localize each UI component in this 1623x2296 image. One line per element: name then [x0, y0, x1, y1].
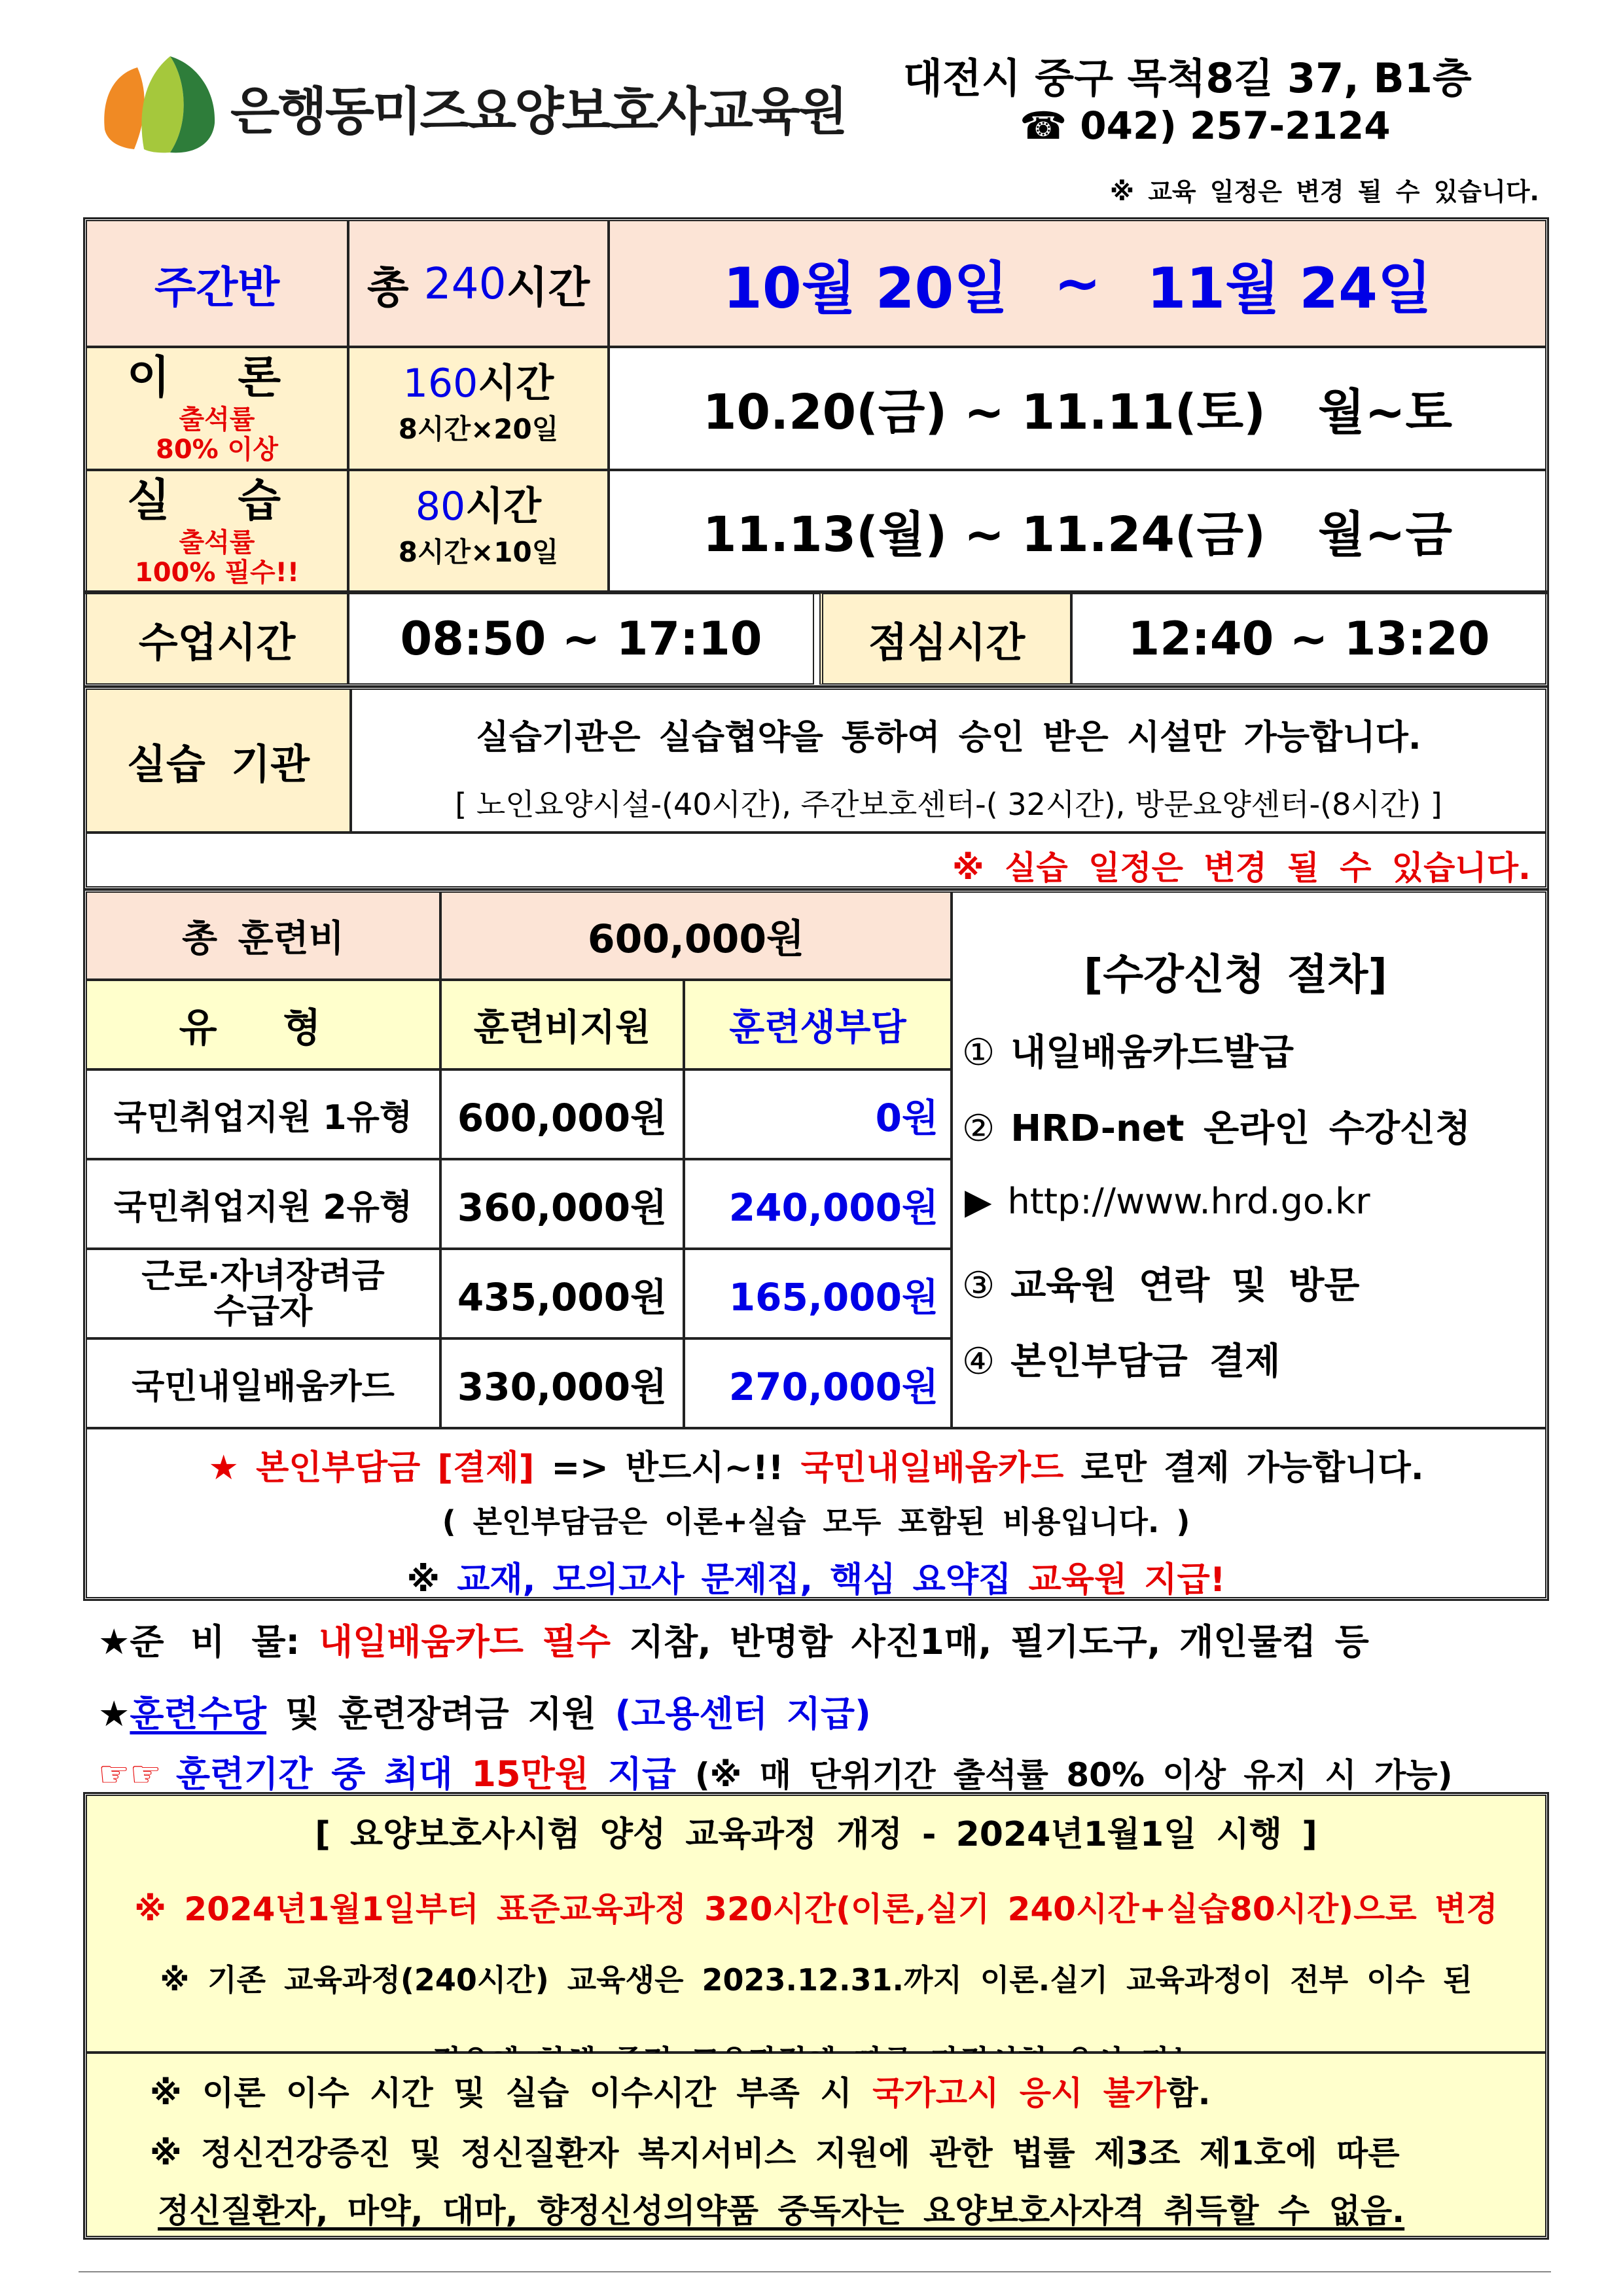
theory-dates-cell — [609, 347, 1546, 470]
logo — [98, 51, 223, 156]
procedure-step — [962, 1333, 1280, 1385]
period-end: 11월 24일 — [1147, 256, 1432, 321]
fee-row-support: 360,000원 — [457, 1185, 668, 1230]
fee-row-support: 435,000원 — [457, 1274, 668, 1319]
allowance-blue1: 훈련기간 중 최대 — [175, 1753, 453, 1795]
practice-schedule-note: ※ 실습 일정은 변경 될 수 있습니다. — [952, 849, 1531, 887]
period-start: 10월 20일 — [723, 256, 1008, 321]
practice-hours-num: 80 — [415, 484, 466, 529]
total-fee-label-cell — [86, 891, 440, 980]
total-fee-label: 총 훈련비 — [182, 917, 344, 960]
col-support: 훈련비지원 — [473, 1006, 651, 1049]
fee-row-type-cell — [86, 1159, 440, 1249]
warning-line3: 정신질환자, 마약, 대마, 향정신성의약품 중독자는 요양보호사자격 취득할 수 없음. — [158, 2192, 1405, 2230]
theory-label-cell — [86, 347, 348, 470]
theory-days: 월~토 — [1317, 384, 1452, 440]
fee-row-support-cell — [440, 1069, 684, 1159]
institution-info-cell — [351, 689, 1546, 833]
fee-row-self-cell — [684, 1249, 952, 1338]
lunch-label-cell — [819, 593, 1071, 685]
class-time-cell — [348, 593, 814, 685]
fee-row-type-cell — [86, 1338, 440, 1428]
allowance-blue2: 지급 — [607, 1753, 677, 1795]
phone-line — [1020, 103, 1391, 148]
revision-top — [86, 1795, 1546, 2053]
procedure-step — [962, 1024, 1294, 1076]
allowance-line2 — [98, 1746, 1453, 1797]
allowance-star-icon: ★ — [98, 1693, 130, 1734]
materials-red: 교육원 지급! — [1028, 1560, 1226, 1600]
fee-row-self: 240,000원 — [728, 1185, 938, 1230]
practice-days: 월~금 — [1317, 507, 1452, 563]
prep-star-icon: ★ — [98, 1621, 130, 1662]
practice-attendance: 출석률 — [179, 528, 255, 558]
total-fee-value-cell — [440, 891, 952, 980]
org-name: 은행동미즈요양보호사교육원 — [230, 82, 846, 141]
practice-dates-cell — [609, 470, 1546, 592]
pointing-hand-icon: ☞☞ — [98, 1753, 162, 1795]
allowance-blue: (고용센터 지급) — [615, 1693, 871, 1734]
allowance-middle: 및 훈련장려금 지원 — [285, 1693, 596, 1734]
fee-row-self-cell — [684, 1069, 952, 1159]
fee-row-type-cell — [86, 1069, 440, 1159]
fee-row-type: 근로·자녀장려금 수급자 — [141, 1256, 385, 1331]
address: 대전시 중구 목척8길 37, B1층 — [903, 54, 1472, 102]
schedule-change-note: ※ 교육 일정은 변경 될 수 있습니다. — [1110, 177, 1539, 206]
lunch-time-cell — [1071, 593, 1546, 685]
class-type: 주간반 — [154, 262, 280, 313]
col-self: 훈련생부담 — [729, 1006, 906, 1049]
warning-line2: ※ 정신건강증진 및 정신질환자 복지서비스 지원에 관한 법률 제3조 제1호에 따른 — [150, 2134, 1400, 2172]
payment-red2: 국민내일배움카드 — [800, 1448, 1064, 1488]
step-marker: ② — [962, 1107, 995, 1150]
payment-line — [87, 1440, 1545, 1489]
fee-row-self: 0원 — [875, 1095, 938, 1140]
payment-black2: 로만 결제 가능합니다. — [1080, 1448, 1424, 1488]
period-tilde: ~ — [1054, 251, 1101, 316]
materials-prefix: ※ — [406, 1560, 440, 1600]
procedure-step — [962, 1100, 1471, 1152]
total-hours-cell — [348, 220, 609, 347]
lunch-time: 12:40 ~ 13:20 — [1128, 612, 1490, 666]
col-self-cell — [684, 980, 952, 1069]
prep-rest: 지참, 반명함 사진1매, 필기도구, 개인물컵 등 — [629, 1621, 1369, 1662]
allowance-red: 15만원 — [471, 1753, 589, 1795]
col-type-cell — [86, 980, 440, 1069]
class-time-label: 수업시간 — [138, 618, 296, 666]
theory-hours-detail: 8시간×20일 — [398, 413, 559, 445]
star-icon: ★ — [208, 1448, 240, 1488]
fee-row-type-cell — [86, 1249, 440, 1338]
period-cell — [609, 220, 1546, 347]
fee-row-self: 165,000원 — [728, 1274, 938, 1319]
prep-red: 내일배움카드 필수 — [318, 1621, 611, 1662]
payment-red1: 본인부담금 [결제] — [256, 1448, 535, 1488]
revision-red-line: ※ 2024년1월1일부터 표준교육과정 320시간(이론,실기 240시간+실습80시간)으로 변경 — [134, 1890, 1498, 1928]
institution-label: 실습 기관 — [126, 740, 310, 788]
hrd-link[interactable]: http://www.hrd.go.kr — [1007, 1181, 1370, 1222]
fee-row-self-cell — [684, 1338, 952, 1428]
logo-leaf-icon — [98, 51, 223, 156]
fee-row-self: 270,000원 — [728, 1364, 938, 1409]
step-text: 본인부담금 결제 — [1010, 1340, 1281, 1383]
fee-row-support-cell — [440, 1338, 684, 1428]
fee-row-type: 국민취업지원 2유형 — [113, 1188, 413, 1227]
total-hours: 240 — [423, 258, 507, 309]
step-marker: ③ — [962, 1265, 995, 1307]
theory-hours-num: 160 — [402, 361, 478, 406]
phone-number: 042) 257-2124 — [1080, 103, 1391, 148]
materials-line — [87, 1552, 1545, 1601]
warning-line1 — [150, 2067, 1211, 2114]
step-marker: ① — [962, 1031, 995, 1074]
fee-row-type: 국민내일배움카드 — [132, 1367, 395, 1407]
theory-label: 이 론 — [126, 352, 308, 404]
total-suffix: 시간 — [506, 262, 590, 313]
theory-attendance: 출석률 — [179, 404, 255, 435]
materials-blue: 교재, 모의고사 문제집, 핵심 요약집 — [457, 1560, 1012, 1600]
allowance-rest: (※ 매 단위기간 출석률 80% 이상 유지 시 가능) — [694, 1756, 1453, 1794]
arrow-icon: ▶ — [965, 1181, 992, 1222]
practice-attendance-req: 100% 필수!! — [134, 558, 300, 588]
payment-box — [86, 1428, 1546, 1598]
practice-dates: 11.13(월) ~ 11.24(금) — [703, 507, 1266, 563]
fee-row-support: 600,000원 — [457, 1095, 668, 1140]
class-type-cell — [86, 220, 348, 347]
institution-line2: [ 노인요양시설-(40시간), 주간보호센터-( 32시간), 방문요양센터-(8시간) ] — [455, 787, 1442, 822]
prep-label: 준 비 물: — [130, 1621, 300, 1662]
warning1-red: 국가고시 응시 불가 — [872, 2074, 1167, 2112]
allowance-line — [98, 1686, 871, 1736]
practice-hours — [349, 480, 607, 533]
revision-title: [ 요양보호사시험 양성 교육과정 개정 - 2024년1월1일 시행 ] — [315, 1815, 1317, 1854]
total-prefix: 총 — [366, 262, 424, 313]
practice-label-cell — [86, 470, 348, 592]
institution-line1: 실습기관은 실습협약을 통하여 승인 받은 시설만 가능합니다. — [476, 718, 1421, 757]
institution-label-cell — [86, 689, 351, 833]
step-text: HRD-net 온라인 수강신청 — [1010, 1107, 1471, 1150]
col-support-cell — [440, 980, 684, 1069]
theory-hours — [349, 357, 607, 410]
theory-dates: 10.20(금) ~ 11.11(토) — [703, 384, 1266, 440]
procedure-step — [965, 1181, 1370, 1222]
revision-bottom — [86, 2053, 1546, 2237]
class-time: 08:50 ~ 17:10 — [400, 612, 762, 666]
lunch-label: 점심시간 — [868, 618, 1026, 666]
phone-icon: ☎ — [1020, 103, 1067, 148]
payment-black1: => 반드시~!! — [551, 1448, 784, 1488]
warning1-suffix: 함. — [1166, 2074, 1211, 2112]
procedure-step — [962, 1257, 1359, 1309]
allowance-underlined: 훈련수당 — [130, 1693, 267, 1734]
theory-hours-unit: 시간 — [478, 361, 554, 406]
revision-line3: ※ 기존 교육과정(240시간) 교육생은 2023.12.31.까지 이론.실기 교육과정이 전부 이수 된 — [160, 1962, 1472, 1998]
practice-hours-cell — [348, 470, 609, 592]
institution-note-cell — [86, 833, 1546, 888]
step-text: 내일배움카드발급 — [1010, 1031, 1294, 1074]
fee-row-support: 330,000원 — [457, 1364, 668, 1409]
procedure-title: [수강신청 절차] — [1084, 951, 1387, 999]
step-text: 교육원 연락 및 방문 — [1010, 1265, 1360, 1307]
warning1-prefix: ※ 이론 이수 시간 및 실습 이수시간 부족 시 — [150, 2074, 852, 2112]
prep-line — [98, 1614, 1369, 1664]
class-time-label-cell — [86, 593, 348, 685]
col-type: 유 형 — [179, 1005, 348, 1051]
fee-row-type: 국민취업지원 1유형 — [113, 1098, 413, 1138]
procedure-panel — [952, 891, 1546, 1428]
step-marker: ④ — [962, 1340, 995, 1383]
practice-label: 실 습 — [126, 475, 308, 527]
practice-hours-unit: 시간 — [465, 484, 542, 529]
fee-row-support-cell — [440, 1159, 684, 1249]
total-fee-value: 600,000원 — [587, 916, 805, 962]
fee-row-self-cell — [684, 1159, 952, 1249]
theory-attendance-req: 80% 이상 — [156, 435, 278, 465]
bottom-rule — [79, 2271, 1551, 2272]
practice-hours-detail: 8시간×10일 — [398, 536, 559, 568]
payment-note: ( 본인부담금은 이론+실습 모두 포함된 비용입니다. ) — [442, 1504, 1190, 1539]
theory-hours-cell — [348, 347, 609, 470]
fee-row-support-cell — [440, 1249, 684, 1338]
